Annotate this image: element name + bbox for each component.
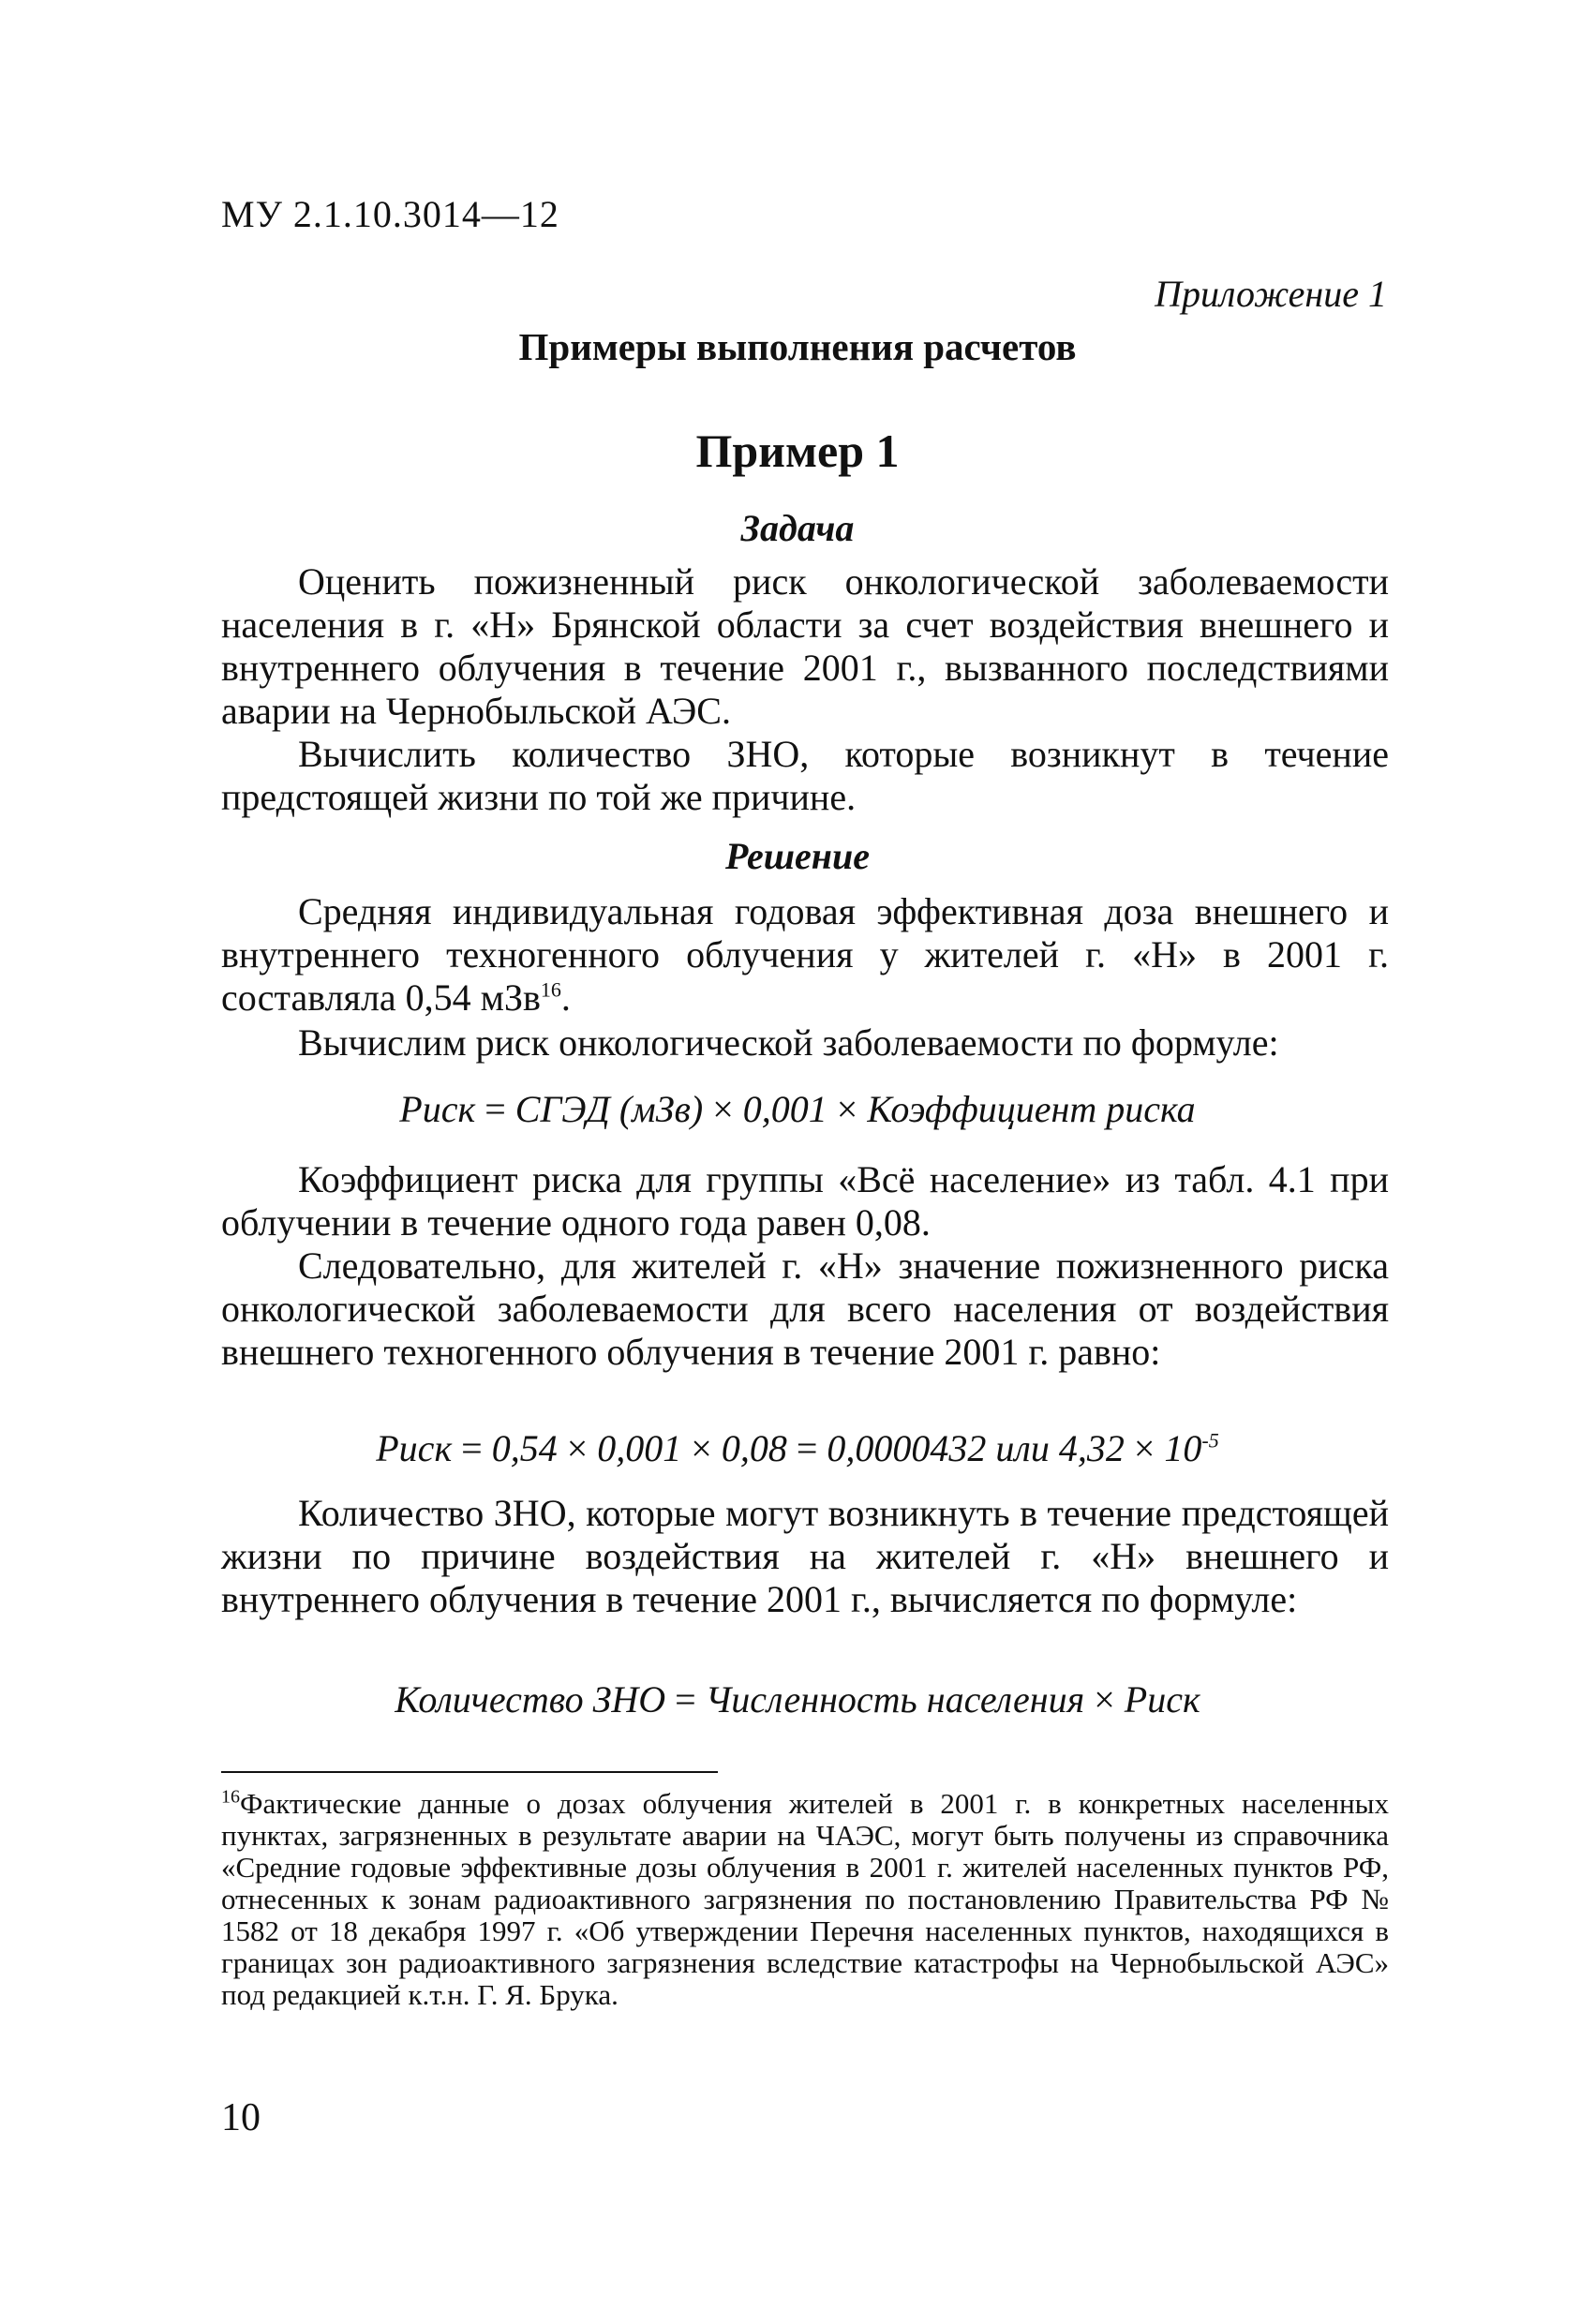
task-paragraph-1: Оценить пожизненный риск онкологической заболеваемости населения в г. «Н» Брянской области за счет воздействия внешнего и внутреннего облучения в течение 2001 г., вызванного последствиями аварии на Чернобыльской АЭС. [221,560,1389,732]
task-paragraph-2: Вычислить количество ЗНО, которые возникнут в течение предстоящей жизни по той же причине. [221,733,1389,818]
solution-paragraph-3: Коэффициент риска для группы «Всё население» из табл. 4.1 при облучении в течение одного года равен 0,08. [221,1158,1389,1244]
footnote-divider [221,1771,718,1773]
footnote-mark: 16 [221,1786,240,1808]
formula2-term-e [1164,1427,1218,1469]
formula2-equals-2: = [796,1427,818,1469]
solution-heading: Решение [724,835,871,877]
formula3-equals: = [675,1678,696,1721]
formula2-times-1: × [566,1427,589,1469]
solution-paragraph-4: Следовательно, для жителей г. «Н» значение пожизненного риска онкологической заболеваемости для всего населения от воздействия внешнего техногенного облучения в течение 2001 г. равно: [221,1244,1389,1373]
section-title: Примеры выполнения расчетов [518,325,1077,368]
zno-count-formula [0,1677,1595,1721]
solution-paragraph-1-text: Средняя индивидуальная годовая эффективная доза внешнего и внутреннего техногенного облучения у жителей г. «Н» в 2001 г. составляла 0,54 мЗв [221,890,1389,1019]
task-heading: Задача [740,507,855,549]
risk-calculation-formula [0,1426,1595,1470]
formula2-exponent: -5 [1201,1428,1219,1452]
solution-paragraph-1 [221,890,1389,1020]
document-code: МУ 2.1.10.3014—12 [221,193,559,235]
footnote [221,1788,1389,2011]
formula2-power-base: 10 [1164,1427,1202,1469]
formula2-term-a: 0,54 [491,1427,558,1469]
formula3-times: × [1094,1678,1115,1721]
footnote-text: Фактические данные о дозах облучения жителей в 2001 г. в конкретных населенных пунктах, загрязненных в результате аварии на ЧАЭС, могут быть получены из справочника «Средние годовые эффективные дозы облучения в 2001 г. жителей населенных пунктов РФ, отнесенных к зонам радиоактивного загрязнения по постановлению Правительства РФ № 1582 от 18 декабря 1997 г. «Об утверждении Перечня населенных пунктов, находящихся в границах зон радиоактивного загрязнения вследствие катастрофы на Чернобыльской АЭС» под редакцией к.т.н. Г. Я. Брука. [221,1787,1389,2011]
formula1-times-1: × [712,1088,734,1130]
formula1-times-2: × [836,1088,858,1130]
page-number: 10 [221,2096,261,2139]
formula2-term-c: 0,08 [721,1427,787,1469]
formula3-term-a: Численность населения [705,1678,1085,1721]
example-title: Пример 1 [695,425,900,477]
solution-paragraph-5: Количество ЗНО, которые могут возникнуть в течение предстоящей жизни по причине воздействия на жителей г. «Н» внешнего и внутреннего облучения в течение 2001 г., вычисляется по формуле: [221,1492,1389,1620]
formula1-term-b: 0,001 [742,1088,827,1130]
solution-paragraph-1-end: . [560,976,571,1019]
formula3-lhs: Количество ЗНО [395,1678,666,1721]
formula2-lhs: Риск [376,1427,453,1469]
formula2-term-b: 0,001 [597,1427,682,1469]
formula2-equals-1: = [461,1427,483,1469]
solution-paragraph-2: Вычислим риск онкологической заболеваемости по формуле: [298,1021,1279,1064]
formula1-term-c: Коэффициент риска [867,1088,1196,1130]
formula1-equals: = [484,1088,506,1130]
formula3-term-b: Риск [1124,1678,1200,1721]
appendix-label: Приложение 1 [1155,273,1387,315]
footnote-reference: 16 [540,977,561,1002]
formula1-lhs: Риск [399,1088,476,1130]
formula1-term-a: СГЭД (мЗв) [514,1088,704,1130]
formula2-term-d: 0,0000432 или 4,32 [827,1427,1125,1469]
risk-formula [0,1087,1595,1131]
formula2-times-2: × [691,1427,712,1469]
formula2-times-3: × [1133,1427,1155,1469]
